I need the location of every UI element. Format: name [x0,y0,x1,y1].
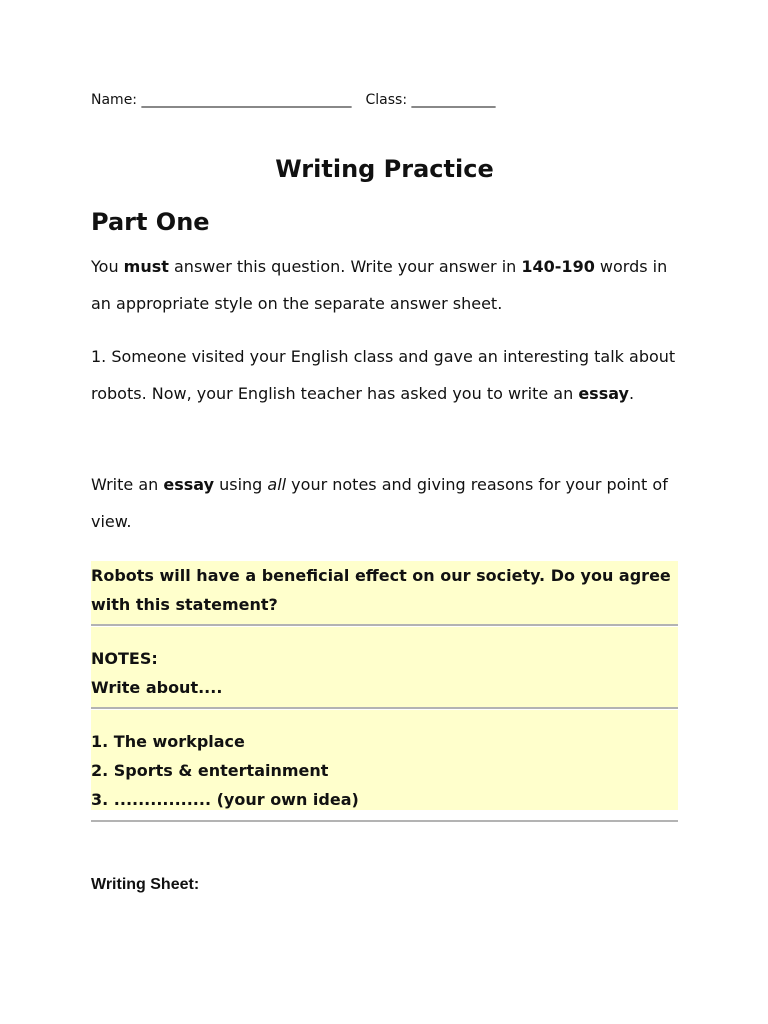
divider [91,820,678,822]
instructions-text-2: answer this question. Write your answer in [168,257,522,276]
question-text-1: 1. Someone visited your English class and gave an interesting talk about robots. Now, your English teacher has asked you to write an [91,347,676,403]
notes-label: NOTES: [91,649,158,668]
instructions-text-3: words in an appropriate style on the separate answer sheet. [91,257,668,313]
question-bold-essay: essay [578,384,629,403]
question-text-2: . [628,384,635,403]
list-item: 2. Sports & entertainment [91,761,329,780]
list-item: 1. The workplace [91,732,245,751]
student-info-line [91,92,495,108]
divider [91,624,678,626]
write-text-2: using [214,475,268,494]
part-heading: Part One [91,208,210,236]
instructions-text-1: You [91,257,124,276]
page-title: Writing Practice [275,155,494,183]
divider [91,707,678,709]
name-label: Name: [91,92,142,108]
notes-subtitle: Write about.... [91,678,223,697]
write-bold-essay: essay [163,475,214,494]
question-paragraph [91,338,678,412]
write-text-1: Write an [91,475,164,494]
instructions-bold-word-count: 140-190 [521,257,595,276]
prompt-statement: Robots will have a beneficial effect on our society. Do you agree with this statement? [91,566,671,614]
instructions-bold-must: must [123,257,169,276]
list-item: 3. ................ (your own idea) [91,790,359,809]
write-instruction-paragraph [91,466,678,540]
writing-sheet-label: Writing Sheet: [91,876,200,893]
name-blank: ______________________________ [141,92,352,108]
class-blank: ____________ [411,92,496,108]
notes-box [91,627,678,707]
class-label: Class: [365,92,412,108]
prompt-box [91,561,678,625]
write-italic-all: all [267,475,287,494]
write-text-3: your notes and giving reasons for your point of view. [91,475,668,531]
instructions-paragraph [91,248,678,322]
notes-list-box [91,710,678,810]
